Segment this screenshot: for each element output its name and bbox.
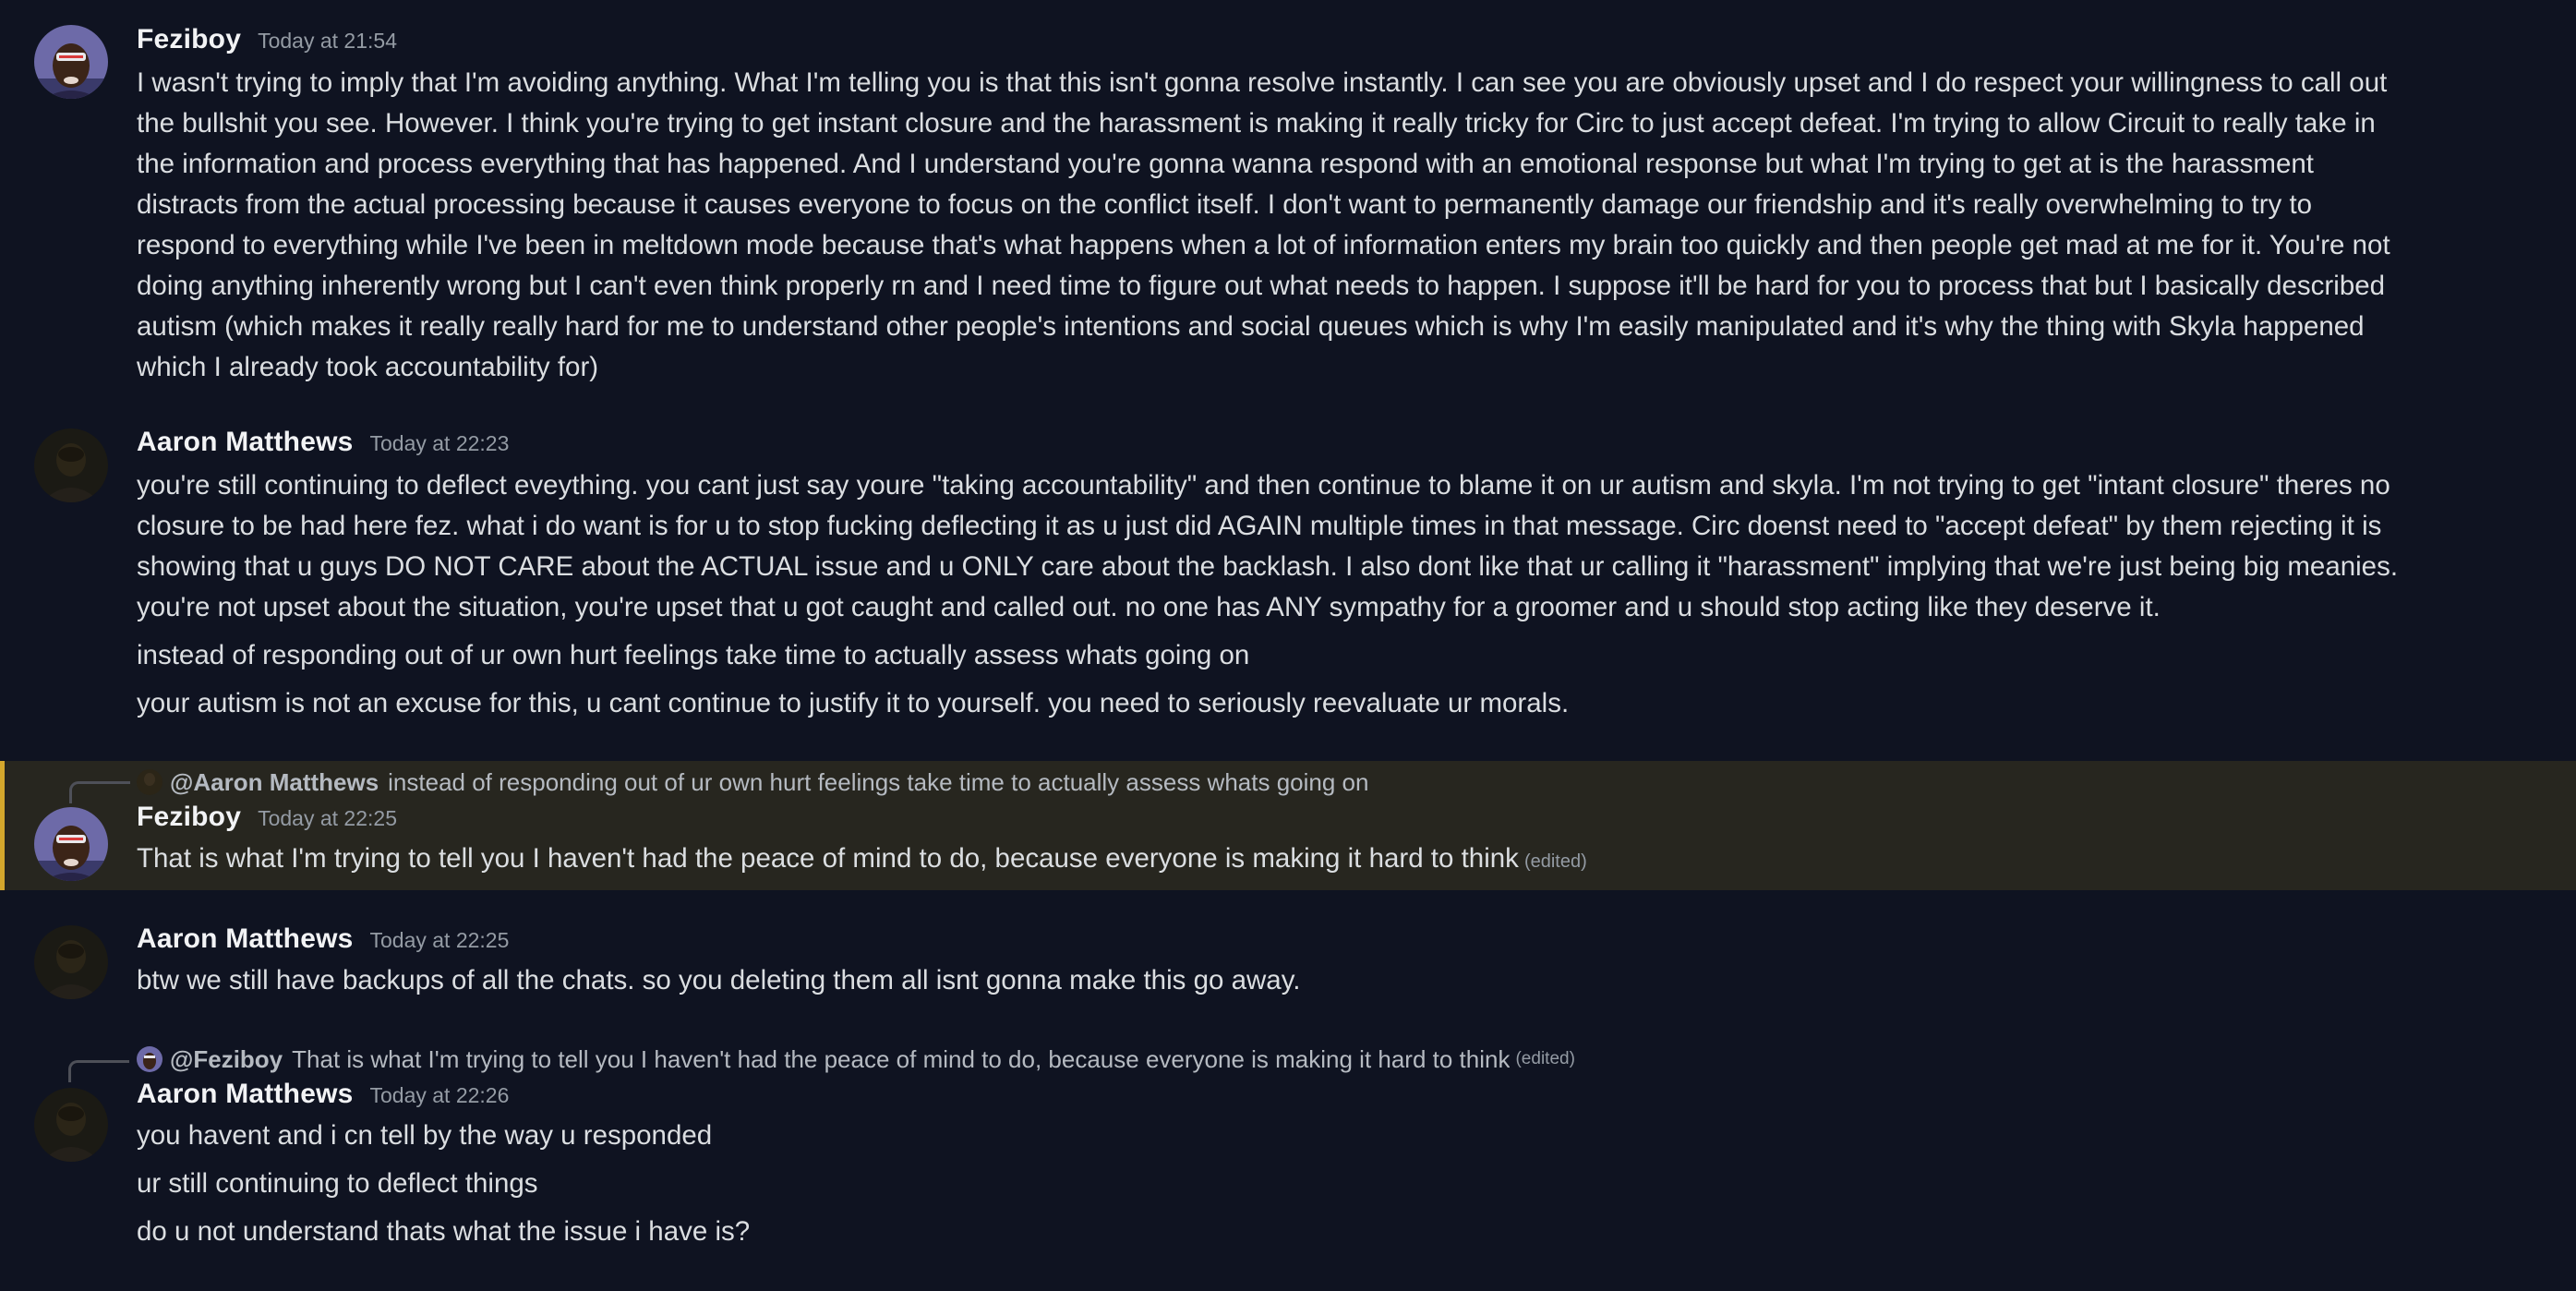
message-group[interactable] bbox=[0, 1040, 2576, 1252]
reply-edited-label: (edited) bbox=[1515, 1049, 1575, 1068]
aaron-avatar-image bbox=[34, 428, 108, 502]
message-content: instead of responding out of ur own hurt feelings take time to actually assess whats going on bbox=[137, 640, 1250, 670]
message-author[interactable]: Aaron Matthews bbox=[137, 1079, 354, 1109]
message-content bbox=[137, 465, 2539, 628]
message-line: showing that u guys DO NOT CARE about the ACTUAL issue and u ONLY care about the backlash. I also dont like that ur calling it "harassment" implying that we're just being big meanies. bbox=[137, 551, 2399, 582]
reply-author[interactable]: @Feziboy bbox=[170, 1044, 283, 1073]
avatar-aaron-matthews[interactable] bbox=[34, 925, 108, 999]
message-group[interactable] bbox=[0, 923, 2576, 1001]
message-timestamp[interactable]: Today at 21:54 bbox=[258, 29, 397, 53]
avatar-feziboy[interactable] bbox=[34, 25, 108, 99]
message-content: do u not understand thats what the issue i have is? bbox=[137, 1216, 751, 1247]
reply-spine bbox=[69, 781, 130, 803]
avatar-feziboy[interactable] bbox=[34, 807, 108, 881]
message-timestamp[interactable]: Today at 22:25 bbox=[369, 928, 510, 952]
reply-text[interactable]: instead of responding out of ur own hurt feelings take time to actually assess whats going on bbox=[388, 767, 1369, 796]
reply-preview[interactable] bbox=[0, 1040, 2539, 1079]
aaron-avatar-image bbox=[34, 925, 108, 999]
message-content: btw we still have backups of all the chats. so you deleting them all isnt gonna make this go away. bbox=[137, 965, 1301, 995]
reply-preview[interactable] bbox=[5, 761, 2576, 800]
message-group[interactable] bbox=[0, 427, 2576, 724]
message-line: which I already took accountability for) bbox=[137, 352, 599, 382]
aaron-avatar-image bbox=[34, 1088, 108, 1162]
message-group-highlighted[interactable] bbox=[0, 761, 2576, 890]
message-timestamp[interactable]: Today at 22:26 bbox=[369, 1083, 510, 1107]
message-line: the information and process everything that has happened. And I understand you're gonna wanna respond with an emotional response but what I'm trying to get at is the harassment bbox=[137, 149, 2314, 179]
message-author[interactable]: Feziboy bbox=[137, 24, 242, 54]
message-line: you're still continuing to deflect eveything. you cant just say youre "taking accountability" and then continue to blame it on ur autism and skyla. I'm not trying to get "intant closure" theres no bbox=[137, 470, 2390, 501]
message-content: you havent and i cn tell by the way u responded bbox=[137, 1120, 713, 1151]
avatar-aaron-matthews[interactable] bbox=[34, 1088, 108, 1162]
reply-avatar-feziboy bbox=[137, 1046, 163, 1072]
message-timestamp[interactable]: Today at 22:25 bbox=[258, 806, 397, 830]
message-line: the bullshit you see. However. I think you're trying to get instant closure and the harassment is making it really tricky for Circ to just accept defeat. I'm trying to allow Circuit to really take in bbox=[137, 108, 2376, 139]
avatar-aaron-matthews[interactable] bbox=[34, 428, 108, 502]
message-group[interactable] bbox=[0, 0, 2576, 388]
message-line: you're not upset about the situation, you're upset that u got caught and called out. no one has ANY sympathy for a groomer and u should stop acting like they deserve it. bbox=[137, 592, 2161, 622]
message-content bbox=[137, 839, 1587, 882]
message-line: doing anything inherently wrong but I can't even think properly rn and I need time to figure out what needs to happen. I suppose it'll be hard for you to process that but I basically described bbox=[137, 271, 2386, 301]
message-author[interactable]: Feziboy bbox=[137, 802, 242, 832]
message-line: respond to everything while I've been in meltdown mode because that's what happens when a lot of information enters my brain too quickly and then people get mad at me for it. You're not bbox=[137, 230, 2390, 260]
reply-text[interactable]: That is what I'm trying to tell you I haven't had the peace of mind to do, because everyone is making it hard to think bbox=[292, 1044, 1511, 1073]
message-author[interactable]: Aaron Matthews bbox=[137, 427, 354, 457]
message-timestamp[interactable]: Today at 22:23 bbox=[369, 431, 510, 455]
message-content: ur still continuing to deflect things bbox=[137, 1168, 538, 1199]
message-author[interactable]: Aaron Matthews bbox=[137, 923, 354, 954]
feziboy-avatar-image bbox=[34, 25, 108, 99]
reply-spine bbox=[68, 1060, 129, 1082]
message-line: autism (which makes it really really hard for me to understand other people's intentions and social queues which is why I'm easily manipulated and it's why the thing with Skyla happened bbox=[137, 311, 2365, 342]
reply-avatar-aaron bbox=[137, 769, 163, 795]
message-content: your autism is not an excuse for this, u cant continue to justify it to yourself. you need to seriously reevaluate ur morals. bbox=[137, 688, 1570, 718]
message-line: I wasn't trying to imply that I'm avoiding anything. What I'm telling you is that this isn't gonna resolve instantly. I can see you are obviously upset and I do respect your willingness to call out bbox=[137, 67, 2388, 98]
message-line: closure to be had here fez. what i do want is for u to stop fucking deflecting it as u just did AGAIN multiple times in that message. Circ doenst need to "accept defeat" by them rejecting it is bbox=[137, 511, 2382, 541]
message-content bbox=[137, 63, 2539, 388]
message-line: distracts from the actual processing because it causes everyone to focus on the conflict itself. I don't want to permanently damage our friendship and it's really overwhelming to try to bbox=[137, 189, 2313, 220]
feziboy-avatar-image bbox=[34, 807, 108, 881]
message-text: That is what I'm trying to tell you I haven't had the peace of mind to do, because everyone is making it hard to think bbox=[137, 843, 1519, 874]
edited-label: (edited) bbox=[1523, 851, 1587, 872]
reply-author[interactable]: @Aaron Matthews bbox=[170, 767, 379, 796]
